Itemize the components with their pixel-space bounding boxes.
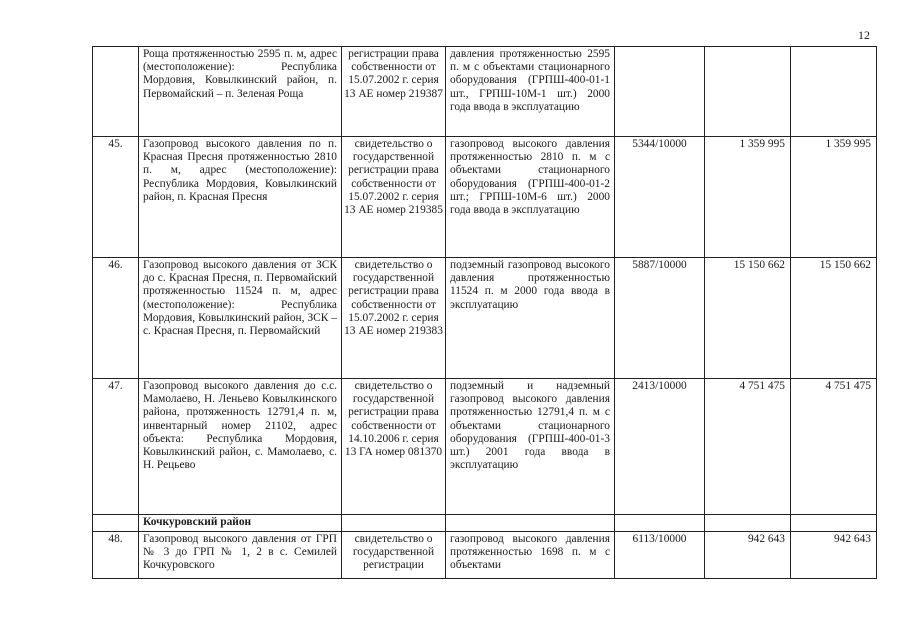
market-value <box>791 47 877 137</box>
object-name: Роща протяженностью 2595 п. м, адрес (местоположение): Республика Мордовия, Ковылкинский район, п. Первомайский – п. Зеленая Роща <box>139 47 342 137</box>
table-row <box>93 137 877 258</box>
market-value: 942 643 <box>791 532 877 579</box>
book-value: 1 359 995 <box>705 137 791 258</box>
table-row <box>93 47 877 137</box>
registration-document: свидетельство о государственной регистрации <box>342 532 446 579</box>
object-characteristics: подземный и надземный газопровод высокого давления протяженностью 12791,4 п. м с объектами стационарного оборудования (ГРПШ-400-01-3 шт.) 2001 года ввода в эксплуатацию <box>446 379 615 515</box>
property-table <box>92 46 877 579</box>
district-row <box>93 515 877 532</box>
object-characteristics: газопровод высокого давления протяженностью 2810 п. м с объектами стационарного оборудования (ГРПШ-400-01-2 шт.; ГРПШ-10М-6 шт.) 2000 года ввода в эксплуатацию <box>446 137 615 258</box>
page-number: 12 <box>858 28 870 42</box>
empty-cell <box>615 515 705 532</box>
object-characteristics: газопровод высокого давления протяженностью 1698 п. м с объектами <box>446 532 615 579</box>
row-number: 48. <box>93 532 139 579</box>
object-characteristics: подземный газопровод высокого давления протяженностью 11524 п. м 2000 года ввода в эксплуатацию <box>446 258 615 379</box>
empty-cell <box>791 515 877 532</box>
share-fraction <box>615 47 705 137</box>
object-name: Газопровод высокого давления от ЗСК до с. Красная Пресня, п. Первомайский протяженностью 11524 п. м, адрес (местоположение): Республика Мордовия, Ковылкинский район, ЗСК – с. Красная Пресня, п. Первомайский <box>139 258 342 379</box>
object-characteristics: давления протяженностью 2595 п. м с объектами стационарного оборудования (ГРПШ-400-01-1 шт., ГРПШ-10М-1 шт.) 2000 года ввода в эксплуатацию <box>446 47 615 137</box>
empty-cell <box>446 515 615 532</box>
empty-cell <box>342 515 446 532</box>
row-number: 47. <box>93 379 139 515</box>
row-number <box>93 515 139 532</box>
market-value: 15 150 662 <box>791 258 877 379</box>
market-value: 1 359 995 <box>791 137 877 258</box>
share-fraction: 2413/10000 <box>615 379 705 515</box>
row-number: 45. <box>93 137 139 258</box>
book-value: 15 150 662 <box>705 258 791 379</box>
share-fraction: 5887/10000 <box>615 258 705 379</box>
registration-document: регистрации права собственности от 15.07.2002 г. серия 13 АЕ номер 219387 <box>342 47 446 137</box>
empty-cell <box>705 515 791 532</box>
share-fraction: 5344/10000 <box>615 137 705 258</box>
district-heading: Кочкуровский район <box>139 515 342 532</box>
row-number: 46. <box>93 258 139 379</box>
share-fraction: 6113/10000 <box>615 532 705 579</box>
object-name: Газопровод высокого давления до с.с. Мамолаево, Н. Леньево Ковылкинского района, протяженность 12791,4 п. м, инвентарный номер 21102, адрес объекта: Республика Мордовия, Ковылкинский район, с. Мамолаево, с. Н. Рецьево <box>139 379 342 515</box>
table-row <box>93 379 877 515</box>
registration-document: свидетельство о государственной регистрации права собственности от 14.10.2006 г. серия 13 ГА номер 081370 <box>342 379 446 515</box>
book-value: 942 643 <box>705 532 791 579</box>
registration-document: свидетельство о государственной регистрации права собственности от 15.07.2002 г. серия 13 АЕ номер 219383 <box>342 258 446 379</box>
object-name: Газопровод высокого давления по п. Красная Пресня протяженностью 2810 п. м, адрес (местоположение): Республика Мордовия, Ковылкинский район, п. Красная Пресня <box>139 137 342 258</box>
book-value <box>705 47 791 137</box>
object-name: Газопровод высокого давления от ГРП № 3 до ГРП № 1, 2 в с. Семилей Кочкуровского <box>139 532 342 579</box>
market-value: 4 751 475 <box>791 379 877 515</box>
book-value: 4 751 475 <box>705 379 791 515</box>
table-row <box>93 258 877 379</box>
row-number <box>93 47 139 137</box>
registration-document: свидетельство о государственной регистрации права собственности от 15.07.2002 г. серия 13 АЕ номер 219385 <box>342 137 446 258</box>
table-row <box>93 532 877 579</box>
